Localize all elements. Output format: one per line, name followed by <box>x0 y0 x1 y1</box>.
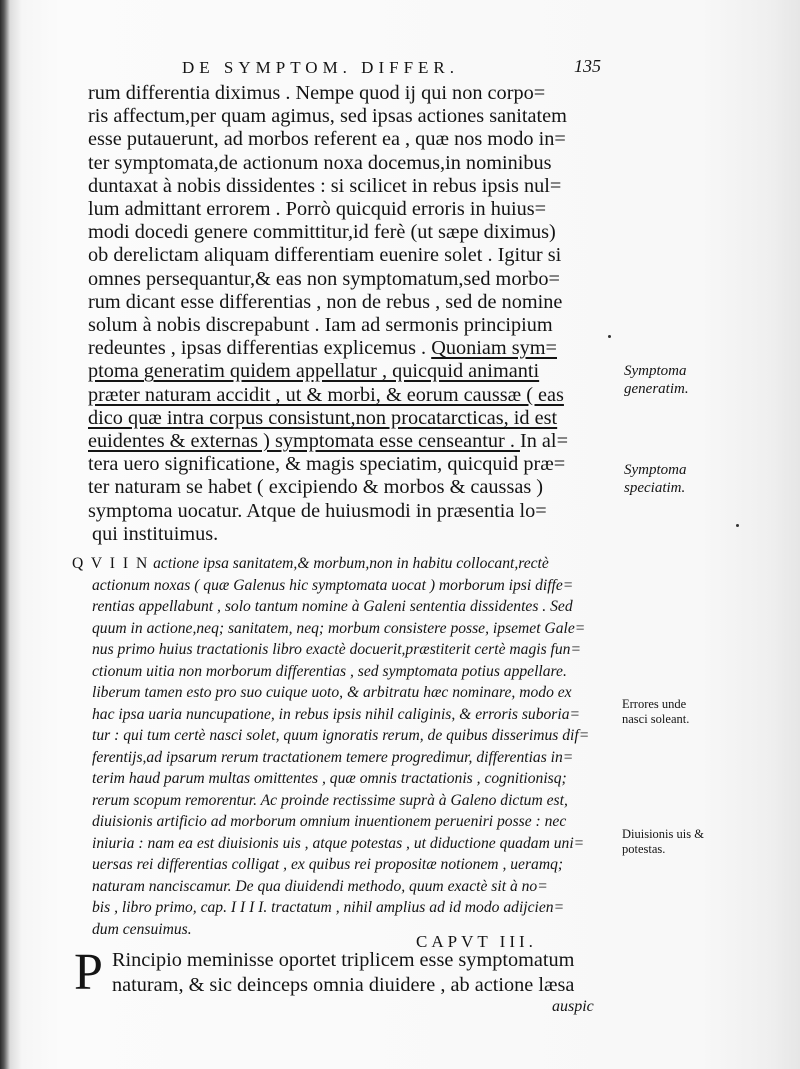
text-line: tera uero significatione, & magis speciatim, quicquid præ= <box>88 453 566 476</box>
underlined-passage: euidentes & externas ) symptomata esse censeantur . <box>88 430 520 453</box>
chapter-line: naturam, & sic deinceps omnia diuidere , ab actione læsa <box>112 974 575 996</box>
commentary-line: ferentijs,ad ipsarum rerum tractationem temere progredimur, differentias in= <box>92 748 574 766</box>
commentary-line: nus primo huius tractationis libro exactè docuerit,præstiterit certè magis fun= <box>92 641 581 658</box>
commentary-line: diuisionis artificio ad morborum omnium inuentionem perueniri posse : nec <box>92 813 567 830</box>
chapter-text-block <box>74 944 610 1001</box>
commentary-lead: Q V I I N <box>72 555 150 572</box>
underlined-line: præter naturam accidit , ut & morbi, & eorum caussæ ( eas <box>88 383 564 406</box>
commentary-line: rerum scopum remorentur. Ac proinde rectissime suprà à Galeno dictum est, <box>92 791 568 809</box>
commentary-line: quum in actione,neq; sanitatem, neq; morbum consistere posse, ipsemet Gale= <box>92 619 586 637</box>
running-head: DE SYMPTOM. DIFFER. <box>182 58 460 77</box>
commentary-line: naturam nanciscamur. De qua diuidendi methodo, quum exactè sit à no= <box>92 877 548 895</box>
text-line: rum differentia diximus . Nempe quod ij qui non corpo= <box>88 82 546 104</box>
text-line: symptoma uocatur. Atque de huiusmodi in præsentia lo= <box>88 499 547 522</box>
margin-note: Symptoma speciatim. <box>624 462 687 496</box>
text-line: lum admittant errorem . Porrò quicquid erroris in huius= <box>88 198 547 221</box>
margin-note: Errores unde nasci soleant. <box>622 697 690 726</box>
commentary-line: bis , libro primo, cap. I I I I. tractatum , nihil amplius ad id modo adijcien= <box>92 899 565 916</box>
text-line: ob derelictam aliquam differentiam euenire solet . Igitur si <box>88 244 562 267</box>
text-line: ris affectum,per quam agimus, sed ipsas actiones sanitatem <box>88 105 567 128</box>
drop-cap: P <box>74 944 103 1001</box>
text-line: qui instituimus. <box>92 522 219 545</box>
text-line <box>88 337 600 360</box>
commentary-text: actione ipsa sanitatem,& morbum,non in habitu collocant,rectè <box>149 555 549 572</box>
text-line: ter symptomata,de actionum noxa docemus,in nominibus <box>88 151 552 174</box>
text-line-part: redeuntes , ipsas differentias explicemus . <box>88 337 432 360</box>
ink-speck <box>736 524 739 527</box>
text-line: duntaxat à nobis dissidentes : si scilicet in rebus ipsis nul= <box>88 174 562 197</box>
underlined-line: dico quæ intra corpus consistunt,non procatarcticas, id est <box>88 406 558 429</box>
commentary-line <box>72 553 612 575</box>
commentary-line: uersas rei differentias colligat , ex quibus rei propositæ notionem , ueramq; <box>92 856 564 873</box>
commentary-block <box>72 553 612 940</box>
commentary-line: ctionum uitia non morborum differentias , sed symptomata potius appellare. <box>92 662 567 680</box>
underlined-line: ptoma generatim quidem appellatur , quicquid animanti <box>88 360 540 383</box>
commentary-line: hac ipsa uaria nuncupatione, in rebus ipsis nihil caliginis, & erroris suboria= <box>92 705 581 723</box>
commentary-line: rentias appellabunt , solo tantum nomine à Galeni sententia dissidentes . Sed <box>92 598 573 615</box>
chapter-line: Rincipio meminisse oportet triplicem esse symptomatum <box>112 949 575 971</box>
text-line <box>88 430 600 453</box>
commentary-line: tur : qui tum certè nasci solet, quum ignoratis rerum, de quibus disserimus dif= <box>92 727 590 744</box>
commentary-line: terim haud parum multas omittentes , quæ omnis tractationis , cognitionisq; <box>92 770 567 787</box>
text-line: ter naturam se habet ( excipiendo & morbos & caussas ) <box>88 476 544 499</box>
margin-note: Diuisionis uis & potestas. <box>622 827 704 856</box>
commentary-line: actionum noxas ( quæ Galenus hic symptomata uocat ) morborum ipsi diffe= <box>92 576 574 594</box>
commentary-line: iniuria : nam ea est diuisionis uis , atque potestas , ut diductione quadam uni= <box>92 834 585 852</box>
ink-speck <box>608 335 611 338</box>
margin-note: Symptoma generatim. <box>624 363 689 397</box>
text-line: esse putauerunt, ad morbos referent ea , quæ nos modo in= <box>88 128 566 151</box>
page-number: 135 <box>574 56 601 76</box>
underlined-passage: Quoniam sym= <box>431 337 557 360</box>
catchword: auspic <box>552 998 594 1015</box>
text-line: rum dicant esse differentias , non de rebus , sed de nomine <box>88 290 563 313</box>
chapter-heading: CAPVT III. <box>416 932 537 951</box>
commentary-line: liberum tamen esto pro suo cuique uoto, & arbitratu hæc nominare, modo ex <box>92 684 572 701</box>
main-text-block <box>88 82 600 546</box>
text-line: solum à nobis discrepabunt . Iam ad sermonis principium <box>88 314 553 337</box>
text-line: omnes persequantur,& eas non symptomatum,sed morbo= <box>88 267 560 290</box>
text-line-part: In al= <box>519 430 569 453</box>
commentary-line: dum censuimus. <box>92 920 192 938</box>
text-line: modi docedi genere committitur,id ferè (ut sæpe diximus) <box>88 221 556 244</box>
